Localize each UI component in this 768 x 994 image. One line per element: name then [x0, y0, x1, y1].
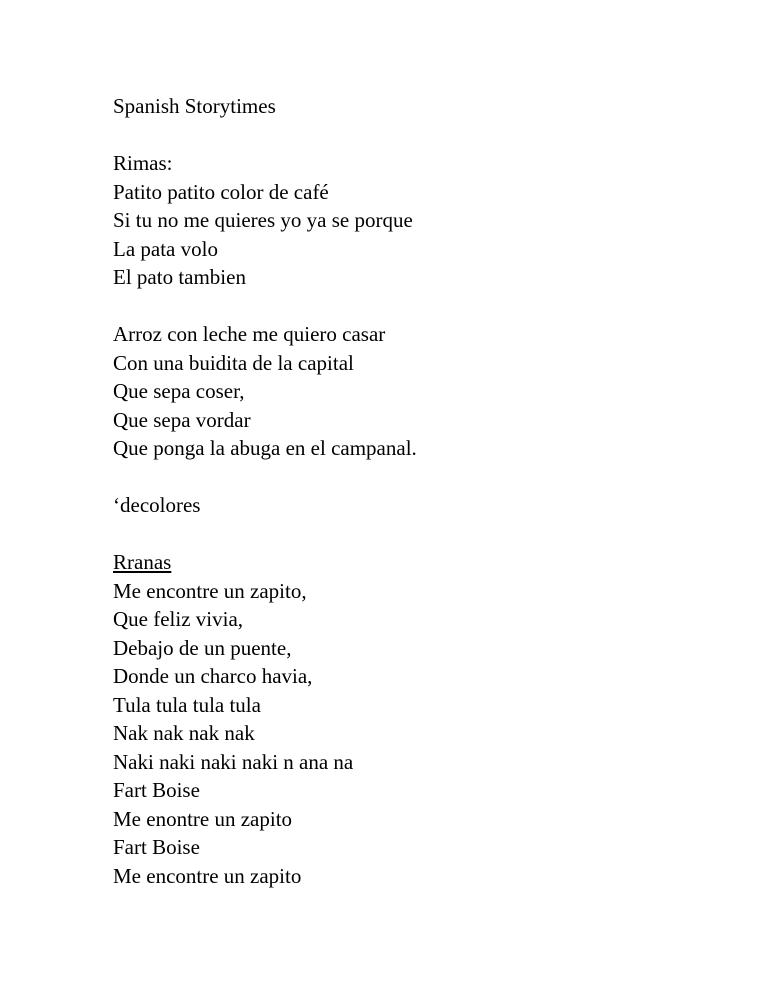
rranas-line: Donde un charco havia, — [113, 664, 313, 688]
rimas-heading: Rimas: — [113, 151, 173, 175]
rranas-line: Que feliz vivia, — [113, 607, 244, 631]
rranas-line: Me encontre un zapito — [113, 863, 302, 888]
rranas-line: Me enontre un zapito — [113, 806, 293, 831]
decolores-line: ‘decolores — [113, 493, 201, 517]
patito-line: Si tu no me quieres yo ya se porque — [113, 208, 413, 232]
spacer — [113, 520, 713, 549]
spacer — [113, 463, 713, 492]
rranas-line: Naki naki naki naki n ana na — [113, 749, 354, 774]
rranas-line: Fart Boise — [113, 835, 200, 859]
spacer — [113, 292, 713, 321]
rranas-line: Fart Boise — [113, 778, 200, 802]
patito-line: La pata volo — [113, 236, 218, 261]
arroz-line: Que sepa vordar — [113, 407, 251, 432]
arroz-line: Que ponga la abuga en el campanal. — [113, 436, 417, 460]
rranas-line: Me encontre un zapito, — [113, 578, 307, 603]
document-title: Spanish Storytimes — [113, 94, 276, 118]
rranas-heading: Rranas — [113, 550, 172, 574]
patito-line: Patito patito color de café — [113, 179, 329, 204]
arroz-line: Que sepa coser, — [113, 379, 245, 403]
rranas-line: Debajo de un puente, — [113, 635, 292, 660]
arroz-line: Con una buidita de la capital — [113, 350, 354, 375]
spacer — [113, 121, 713, 150]
arroz-line: Arroz con leche me quiero casar — [113, 322, 386, 346]
rranas-line: Tula tula tula tula — [113, 692, 261, 717]
document-body — [113, 92, 713, 890]
patito-line: El pato tambien — [113, 265, 246, 289]
rranas-line: Nak nak nak nak — [113, 721, 255, 745]
